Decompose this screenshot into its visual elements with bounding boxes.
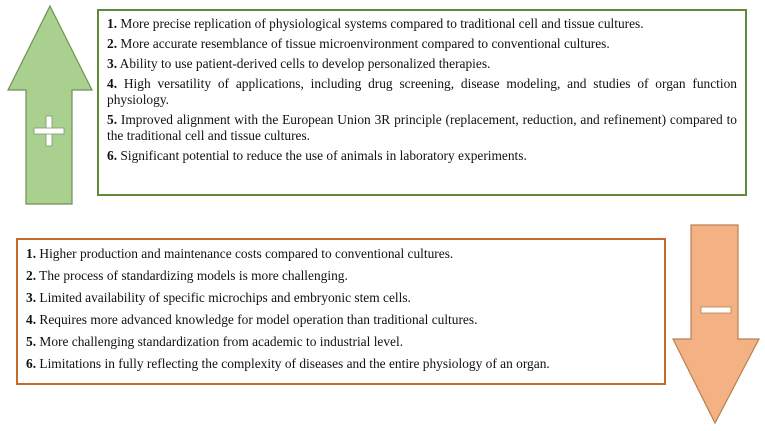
disadvantage-item: 5. More challenging standardization from academic to industrial level. [26, 334, 404, 349]
advantage-item: 2. More accurate resemblance of tissue microenvironment compared to conventional cultures. [107, 36, 610, 51]
disadvantage-item: 2. The process of standardizing models is more challenging. [26, 268, 348, 283]
advantage-item: 3. Ability to use patient-derived cells to develop personalized therapies. [107, 56, 491, 71]
disadvantage-item: 6. Limitations in fully reflecting the complexity of diseases and the entire physiology of an organ. [26, 356, 550, 371]
up-arrow-plus-icon [4, 2, 104, 208]
disadvantage-item: 1. Higher production and maintenance costs compared to conventional cultures. [26, 246, 454, 261]
down-arrow-shape [673, 225, 759, 423]
advantage-item: 4. High versatility of applications, including drug screening, disease modeling, and studies of organ function physiology. [107, 76, 737, 107]
disadvantage-item: 3. Limited availability of specific microchips and embryonic stem cells. [26, 290, 411, 305]
advantage-item: 6. Significant potential to reduce the use of animals in laboratory experiments. [107, 148, 527, 163]
disadvantages-box [16, 238, 666, 385]
up-arrow-shape [8, 6, 92, 204]
disadvantage-item: 4. Requires more advanced knowledge for model operation than traditional cultures. [26, 312, 478, 327]
minus-sign-icon [701, 307, 731, 313]
advantage-item: 1. More precise replication of physiological systems compared to traditional cell and tissue cultures. [107, 16, 644, 31]
advantages-box [97, 9, 747, 196]
down-arrow-minus-icon [670, 221, 764, 427]
advantage-item: 5. Improved alignment with the European Union 3R principle (replacement, reduction, and refinement) compared to the traditional cell and tissue cultures. [107, 112, 737, 143]
